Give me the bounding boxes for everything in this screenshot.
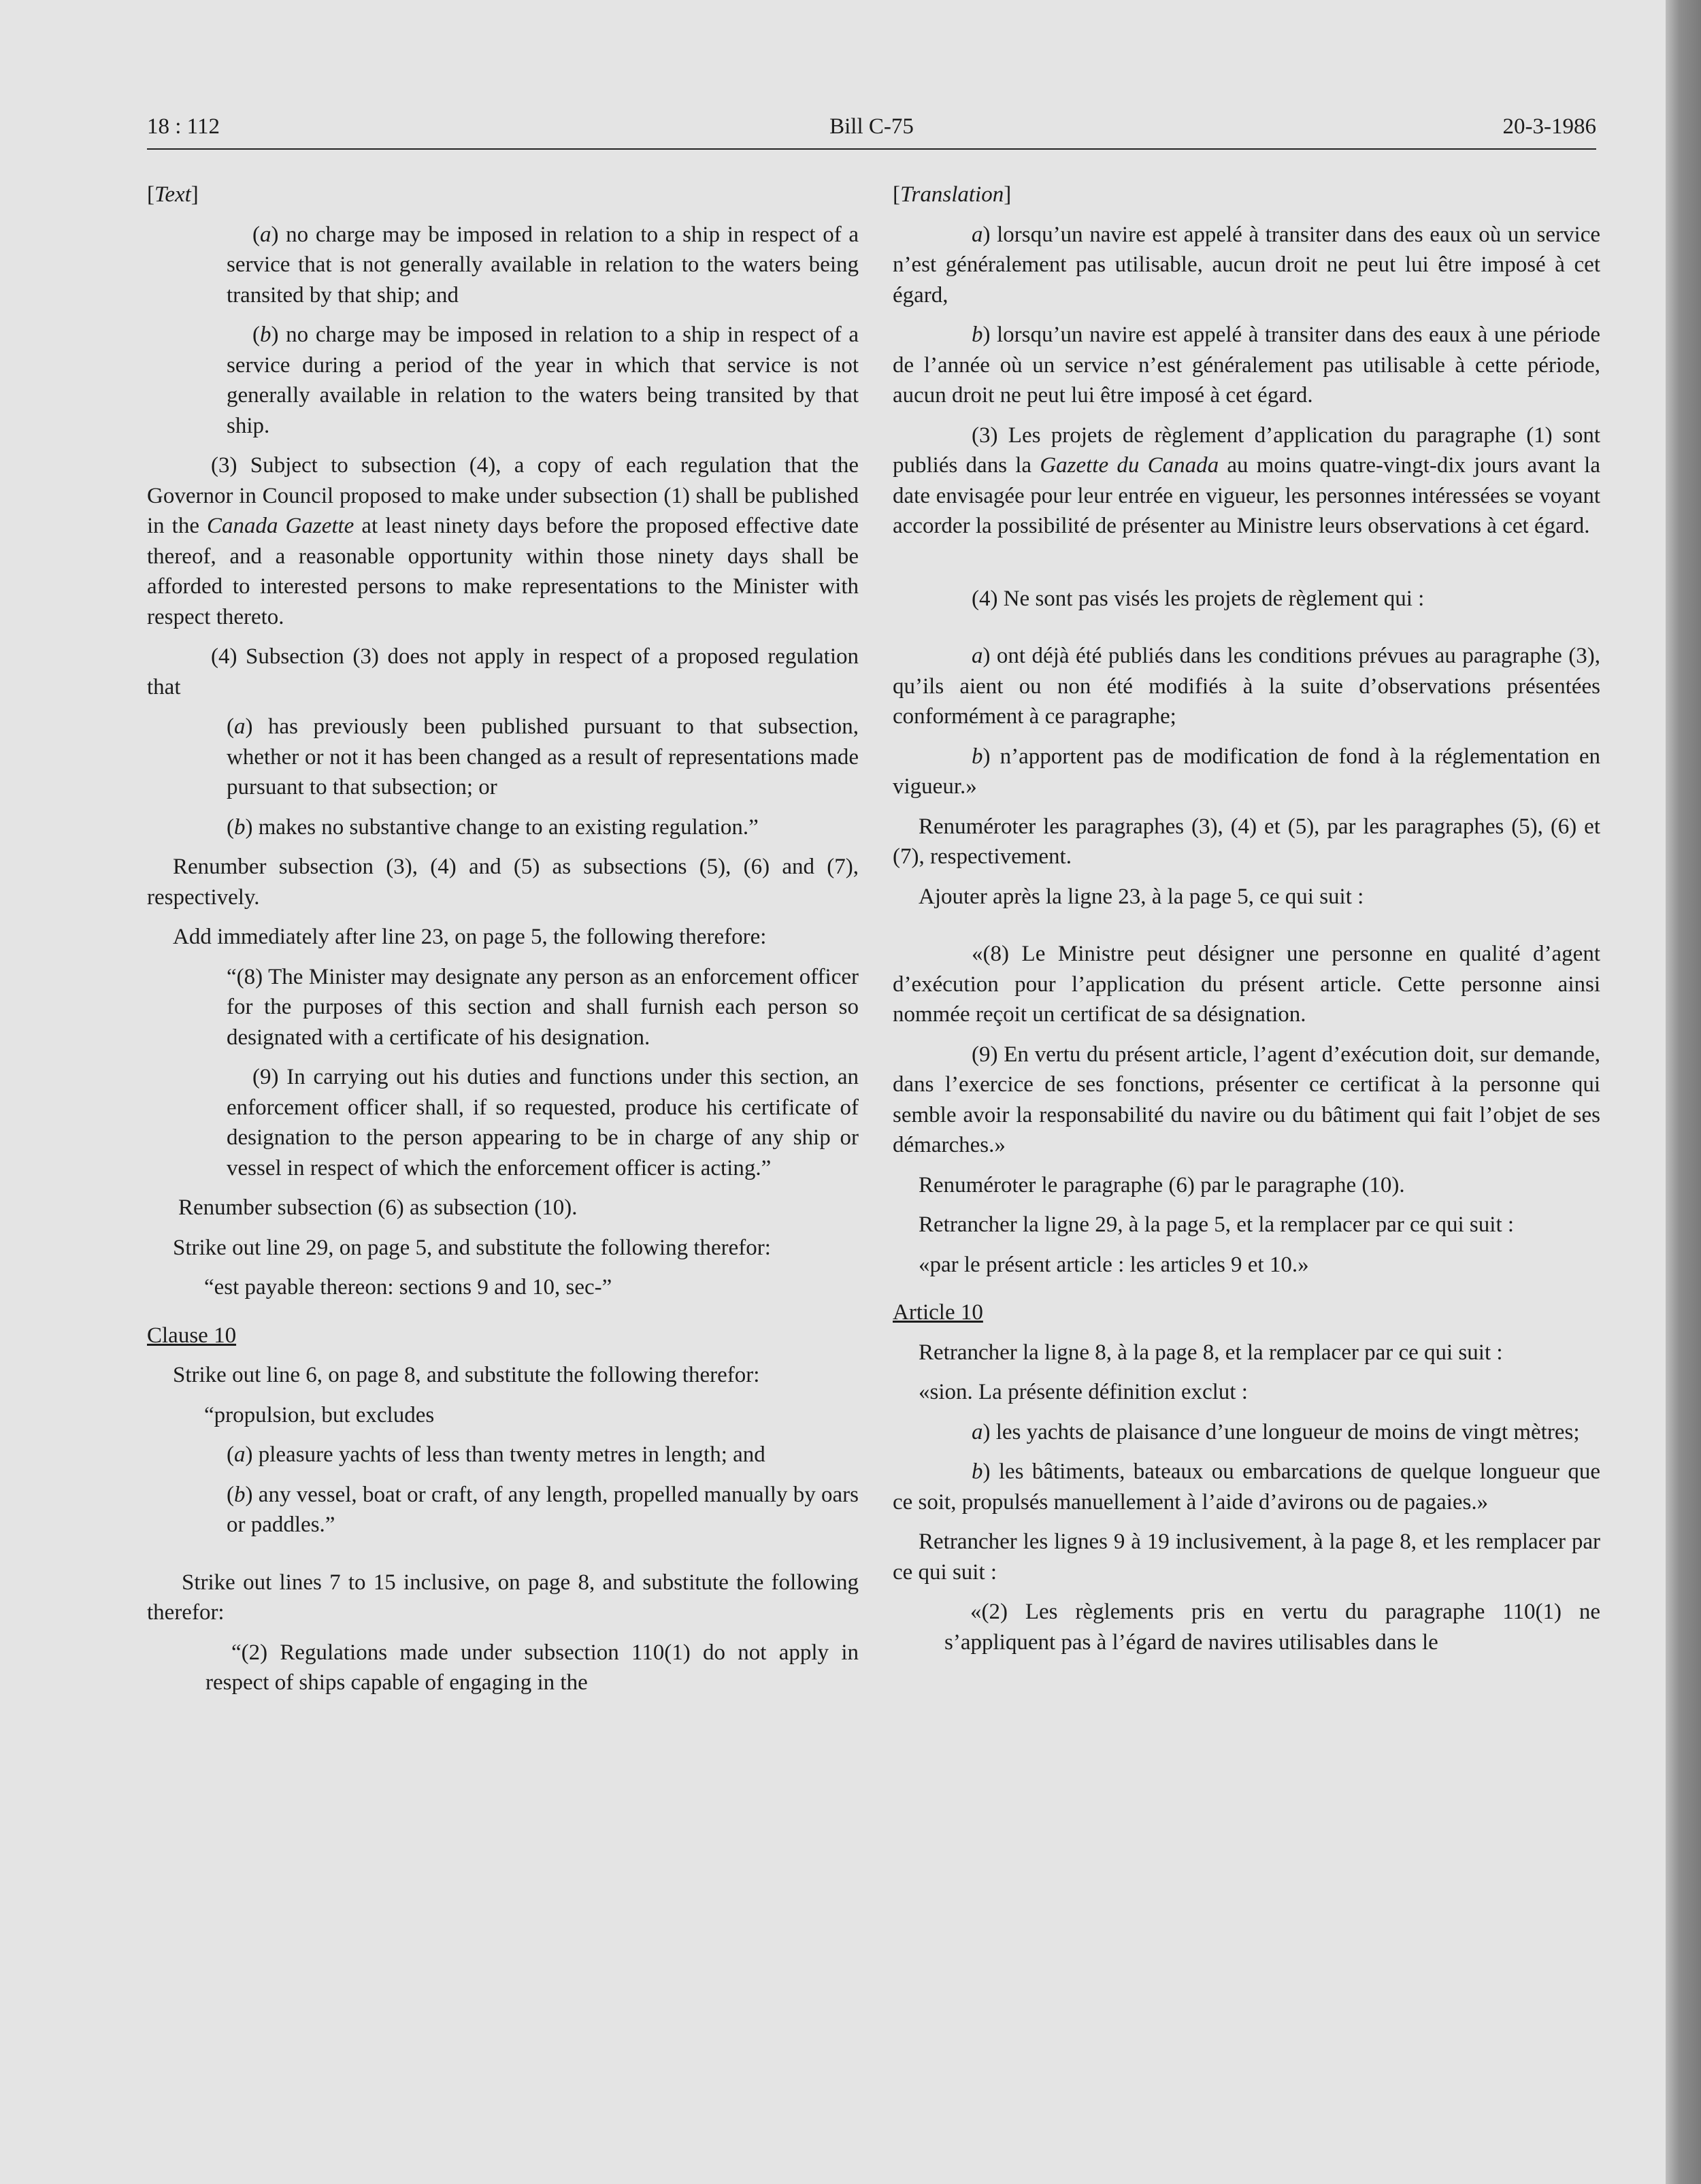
clause-heading: Clause 10 bbox=[147, 1323, 237, 1348]
add-instruction: Add immediately after line 23, on page 5, the following therefore: bbox=[173, 925, 767, 949]
renumber-instruction-1: Renuméroter les paragraphes (3), (4) et (5), par les paragraphes (5), (6) et (7), respectivement. bbox=[893, 814, 1600, 869]
page-number: 18 : 112 bbox=[147, 114, 220, 139]
strike-instruction-3: Retrancher les lignes 9 à 19 inclusivement, à la page 8, et les remplacer par ce qui suit : bbox=[893, 1529, 1600, 1585]
exclusion-b: b) les bâtiments, bateaux ou embarcations de quelque longueur que ce soit, propulsés manuellement à l’aide d’avirons ou de pagaies.» bbox=[893, 1459, 1600, 1515]
strike-instruction-3: Strike out lines 7 to 15 inclusive, on page 8, and substitute the following therefor: bbox=[147, 1570, 859, 1625]
strike-instruction-1: Retrancher la ligne 29, à la page 5, et la remplacer par ce qui suit : bbox=[919, 1212, 1515, 1237]
english-column bbox=[147, 180, 859, 1708]
substitute-text-1: “est payable thereon: sections 9 and 10, sec-” bbox=[204, 1275, 612, 1300]
strike-instruction-2: Strike out line 6, on page 8, and substitute the following therefor: bbox=[173, 1363, 760, 1387]
subsection-4: (4) Subsection (3) does not apply in respect of a proposed regulation that bbox=[147, 644, 859, 699]
subsection-3: (3) Les projets de règlement d’application du paragraphe (1) sont publiés dans la Gazette du Canada au moins quatre-vingt-dix jours avant la date envisagée pour leur entrée en vigueur, les personnes intéressées se voyant accorder la possibilité de présenter au Ministre leurs observations à cet égard. bbox=[893, 423, 1600, 538]
clause-heading: Article 10 bbox=[893, 1300, 983, 1325]
subsection-3: (3) Subject to subsection (4), a copy of each regulation that the Governor in Council proposed to make under subsection (1) shall be published in the Canada Gazette at least ninety days before the proposed effective date thereof, and a reasonable opportunity within those ninety days shall be afforded to interested persons to make representations to the Minister with respect thereto. bbox=[147, 453, 859, 629]
page-edge-shadow bbox=[1666, 0, 1701, 2184]
paragraph-b: b) lorsqu’un navire est appelé à transiter dans des eaux à une période de l’année où un service n’est généralement pas utilisable à cette période, aucun droit ne peut lui être imposé à cet égard. bbox=[893, 322, 1600, 408]
french-column bbox=[893, 180, 1600, 1667]
renumber-instruction-1: Renumber subsection (3), (4) and (5) as subsections (5), (6) and (7), respectively. bbox=[147, 855, 859, 910]
column-heading: [Text] bbox=[147, 182, 199, 207]
paragraph-4b: (b) makes no substantive change to an existing regulation.” bbox=[227, 814, 759, 840]
column-heading: [Translation] bbox=[893, 182, 1012, 207]
paragraph-4a: (a) has previously been published pursuant to that subsection, whether or not it has been changed as a result of representations made pursuant to that subsection; or bbox=[227, 714, 859, 799]
paragraph-4a: a) ont déjà été publiés dans les conditions prévues au paragraphe (3), qu’ils aient ou non été modifiés à la suite d’observations présentées conformément à ce paragraphe; bbox=[893, 644, 1600, 729]
strike-instruction-2: Retrancher la ligne 8, à la page 8, et la remplacer par ce qui suit : bbox=[919, 1340, 1503, 1365]
renumber-instruction-2: Renumber subsection (6) as subsection (10). bbox=[178, 1195, 578, 1220]
exclusion-b: (b) any vessel, boat or craft, of any length, propelled manually by oars or paddles.” bbox=[227, 1482, 859, 1537]
substitute-text-2: “propulsion, but excludes bbox=[204, 1402, 435, 1427]
subsection-8: «(8) Le Ministre peut désigner une personne en qualité d’agent d’exécution pour l’application du présent article. Cette personne ainsi nommée reçoit un certificat de sa désignation. bbox=[893, 942, 1600, 1027]
subsection-8: “(8) The Minister may designate any person as an enforcement officer for the purposes of this section and shall furnish each person so designated with a certificate of his designation. bbox=[227, 964, 859, 1050]
substitute-text-3: «(2) Les règlements pris en vertu du paragraphe 110(1) ne s’appliquent pas à l’égard de navires utilisables dans le bbox=[944, 1600, 1600, 1655]
paragraph-4b: b) n’apportent pas de modification de fond à la réglementation en vigueur.» bbox=[893, 744, 1600, 799]
subsection-9: (9) En vertu du présent article, l’agent d’exécution doit, sur demande, dans l’exercice de ses fonctions, présenter ce certificat à la personne qui semble avoir la responsabilité du navire ou du bâtiment qui fait l’objet de ses démarches.» bbox=[893, 1042, 1600, 1157]
strike-instruction-1: Strike out line 29, on page 5, and substitute the following therefor: bbox=[173, 1235, 771, 1260]
substitute-text-2: «sion. La présente définition exclut : bbox=[919, 1380, 1248, 1404]
exclusion-a: a) les yachts de plaisance d’une longueur de moins de vingt mètres; bbox=[972, 1419, 1580, 1444]
header-date: 20-3-1986 bbox=[1502, 114, 1596, 139]
subsection-4: (4) Ne sont pas visés les projets de règlement qui : bbox=[972, 586, 1425, 611]
paragraph-b: (b) no charge may be imposed in relation to a ship in respect of a service during a period of the year in which that service is not generally available in relation to the waters being transited by that ship. bbox=[227, 322, 859, 438]
header-rule bbox=[147, 148, 1596, 150]
paragraph-a: a) lorsqu’un navire est appelé à transiter dans des eaux où un service n’est généralement pas utilisable, aucun droit ne peut lui être imposé à cet égard, bbox=[893, 222, 1600, 308]
subsection-9: (9) In carrying out his duties and functions under this section, an enforcement officer shall, if so requested, produce his certificate of designation to the person appearing to be in charge of any ship or vessel in respect of which the enforcement officer is acting.” bbox=[227, 1065, 859, 1180]
paragraph-a: (a) no charge may be imposed in relation to a ship in respect of a service that is not generally available in relation to the waters being transited by that ship; and bbox=[227, 222, 859, 308]
renumber-instruction-2: Renuméroter le paragraphe (6) par le paragraphe (10). bbox=[919, 1172, 1405, 1197]
substitute-text-1: «par le présent article : les articles 9 et 10.» bbox=[919, 1252, 1309, 1277]
add-instruction: Ajouter après la ligne 23, à la page 5, ce qui suit : bbox=[919, 884, 1364, 909]
bill-title: Bill C-75 bbox=[829, 114, 914, 139]
exclusion-a: (a) pleasure yachts of less than twenty metres in length; and bbox=[227, 1442, 765, 1467]
substitute-text-3: “(2) Regulations made under subsection 110(1) do not apply in respect of ships capable of engaging in the bbox=[205, 1640, 859, 1695]
page-header bbox=[147, 114, 1596, 150]
